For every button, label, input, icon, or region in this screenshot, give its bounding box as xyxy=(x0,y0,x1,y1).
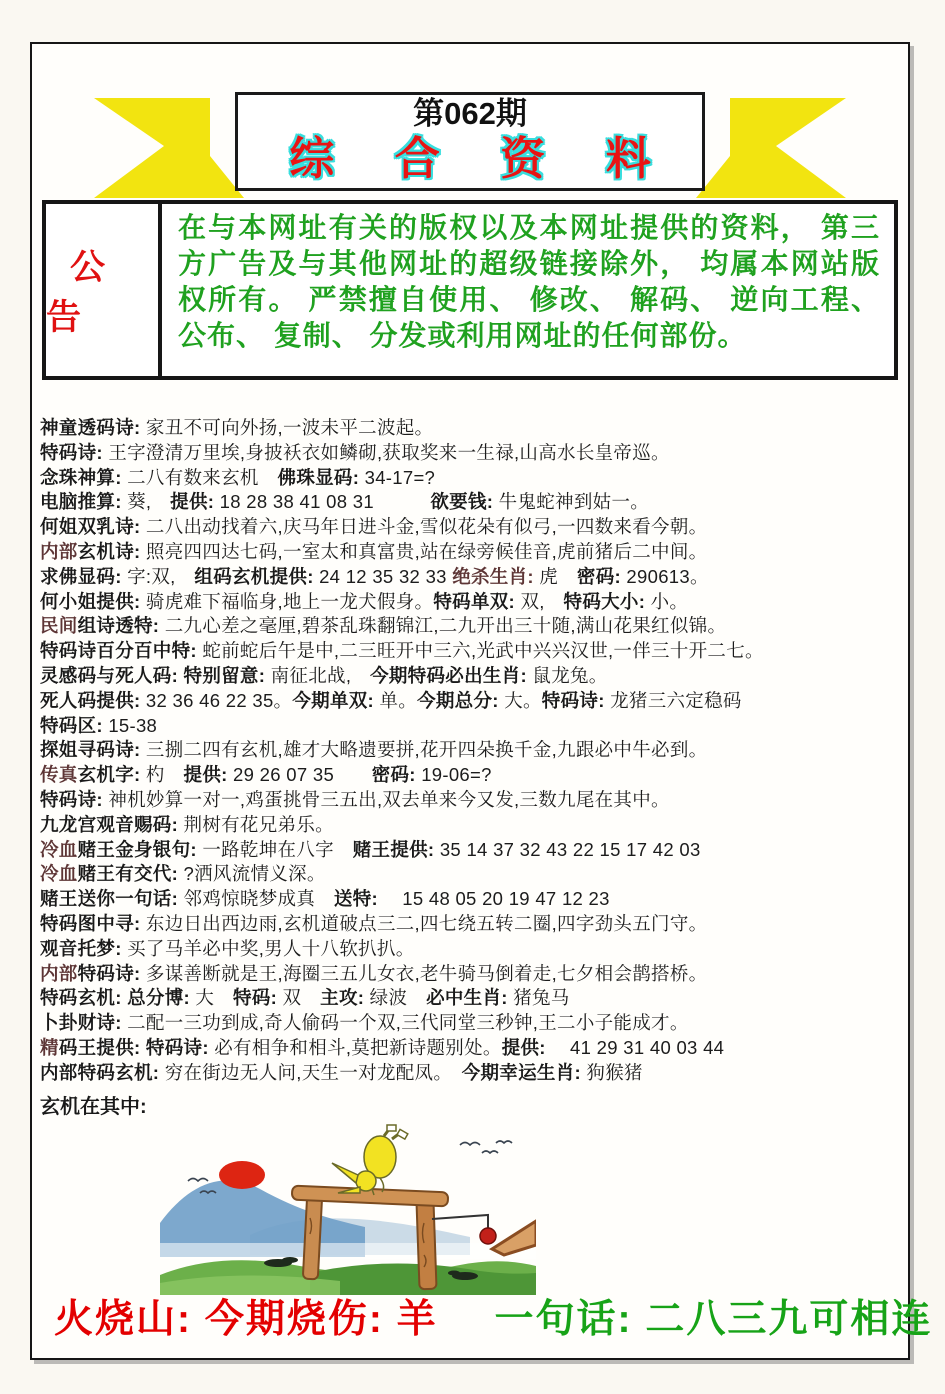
line-label: 组码玄机提供: xyxy=(194,565,320,587)
line-label: 何姐双乳诗: xyxy=(40,516,146,538)
line-text: 必有相争和相斗,莫把新诗题别处。 xyxy=(214,1036,502,1058)
line-text: 单。 xyxy=(379,689,418,711)
line-text: 双 xyxy=(282,987,321,1009)
line-text: 猪兔马 xyxy=(513,987,570,1009)
line-label: 特码: xyxy=(233,987,283,1009)
body-line xyxy=(40,763,904,788)
body-line xyxy=(40,912,904,937)
line-label: 今期总分: xyxy=(417,689,505,711)
line-label: 特码诗: xyxy=(145,1036,215,1058)
line-label: 卜卦财诗: xyxy=(40,1012,128,1034)
body-line xyxy=(40,441,904,466)
ribbon-right-icon xyxy=(696,98,846,200)
line-text: 41 29 31 40 03 44 xyxy=(551,1036,725,1058)
line-text: 二配一三功到成,奇人偷码一个双,三代同堂三秒钟,王二小子能成才。 xyxy=(127,1012,689,1034)
line-label: 提供: xyxy=(501,1036,552,1058)
line-text: 一路乾坤在八字 xyxy=(202,838,353,860)
line-text: 邻鸡惊晓梦成真 xyxy=(183,888,334,910)
line-text: 二八出动找着六,庆马年日进斗金,雪似花朵有似弓,一四数来看今朝。 xyxy=(145,516,708,538)
body-line xyxy=(40,565,904,590)
page-title: 综 合 资 料 xyxy=(289,133,675,184)
line-label: 传真 xyxy=(40,764,78,786)
line-label: 赌王送你一句话: xyxy=(40,888,184,910)
cartoon-mist xyxy=(160,1243,536,1259)
body-line xyxy=(40,515,904,540)
page-frame xyxy=(30,42,933,1360)
line-label: 绝杀生肖: xyxy=(452,565,540,587)
line-text: 二八有数来玄机 xyxy=(127,466,278,488)
line-text: 290613。 xyxy=(626,565,709,587)
line-label: 探姐寻码诗: xyxy=(40,739,146,761)
body-line xyxy=(40,1011,904,1036)
line-label: 内部 xyxy=(40,540,78,562)
line-text: 照亮四四达七码,一室太和真富贵,站在绿旁候佳音,虎前猪后二中间。 xyxy=(145,540,708,562)
body-line xyxy=(40,788,904,813)
line-label: 送特: xyxy=(333,888,384,910)
issue-title: 第062期 xyxy=(413,96,527,131)
line-label: 电脑推算: xyxy=(40,491,128,513)
line-label: 何小姐提供: xyxy=(40,590,146,612)
line-text: 34-17=? xyxy=(364,466,436,488)
body-line xyxy=(40,986,904,1011)
line-text: 35 14 37 32 43 22 15 17 42 03 xyxy=(439,838,701,860)
body-line xyxy=(40,738,904,763)
line-label: 特码区: xyxy=(40,714,109,736)
line-text: 南征北战, xyxy=(270,664,371,686)
line-text: 荆树有花兄弟乐。 xyxy=(183,813,334,835)
line-label: 密码: xyxy=(576,565,627,587)
line-text: 神机妙算一对一,鸡蛋挑骨三五出,双去单来今又发,三数九尾在其中。 xyxy=(108,788,670,810)
line-text: 买了马羊必中奖,男人十八软扒扒。 xyxy=(127,937,415,959)
body-line xyxy=(40,466,904,491)
line-label: 赌王金身银句: xyxy=(77,838,203,860)
line-label: 特码诗: xyxy=(40,441,109,463)
line-text: 多谋善断就是王,海圈三五儿女衣,老牛骑马倒着走,七夕相会鹊搭桥。 xyxy=(145,962,708,984)
notice-label: 公 告 xyxy=(46,204,162,376)
line-text: 双, xyxy=(520,590,564,612)
footer-phrase-text: 一句话: 二八三九可相连 xyxy=(494,1298,933,1341)
line-text: 杓 xyxy=(145,764,184,786)
body-line xyxy=(40,714,904,739)
line-label: 特码图中寻: xyxy=(40,912,146,934)
line-label: 九龙宫观音赐码: xyxy=(40,813,184,835)
line-text: 虎 xyxy=(539,565,577,587)
body-line xyxy=(40,664,904,689)
body-lines xyxy=(32,380,908,1086)
body-line xyxy=(40,813,904,838)
line-text: 字:双, xyxy=(127,565,195,587)
line-label: 念珠神算: xyxy=(40,466,128,488)
body-line xyxy=(40,962,904,987)
line-label: 赌王有交代: xyxy=(77,863,184,885)
line-text: 三捌二四有玄机,雄才大略遗要拼,花开四朵换千金,九跟必中牛必到。 xyxy=(145,739,708,761)
body-line xyxy=(40,416,904,441)
line-text: 东边日出西边雨,玄机道破点三二,四七绕五转二圈,四字劲头五门守。 xyxy=(145,912,708,934)
line-text: 15 48 05 20 19 47 12 23 xyxy=(383,888,610,910)
line-text: 家丑不可向外扬,一波未平二波起。 xyxy=(145,417,434,438)
line-label: 玄机字: xyxy=(77,764,146,786)
body-line xyxy=(40,937,904,962)
body-line xyxy=(40,862,904,887)
line-label: 佛珠显码: xyxy=(277,466,365,488)
line-label: 灵感码与死人码: xyxy=(40,664,184,686)
line-label: 精 xyxy=(40,1036,59,1058)
body-line xyxy=(40,887,904,912)
body-line xyxy=(40,590,904,615)
line-text: 骑虎难下福临身,地上一龙犬假身。 xyxy=(145,590,434,612)
body-line xyxy=(40,689,904,714)
cartoon-rabbit xyxy=(332,1125,408,1195)
title-box xyxy=(235,92,705,191)
line-label: 特码诗: xyxy=(40,788,109,810)
line-text: 29 26 07 35 xyxy=(233,764,372,786)
line-text: 王字澄清万里埃,身披袄衣如鳞砌,获取奖来一生禄,山高水长皇帝巡。 xyxy=(108,441,670,463)
line-label: 特码单双: xyxy=(433,590,521,612)
line-text: 蛇前蛇后午是中,二三旺开中三六,光武中兴兴汉世,一伴三十开二七。 xyxy=(202,640,764,662)
line-label: 欲要钱: xyxy=(430,491,499,513)
line-label: 民间 xyxy=(40,615,78,637)
line-label: 内部 xyxy=(40,962,78,984)
line-label: 观音托梦: xyxy=(40,937,128,959)
line-label: 特码诗: xyxy=(77,962,146,984)
line-text: 大 xyxy=(195,987,234,1009)
line-label: 提供: xyxy=(183,764,234,786)
body-line xyxy=(40,639,904,664)
line-label: 特码大小: xyxy=(563,590,651,612)
line-label: 特码诗百分百中特: xyxy=(40,640,203,662)
line-text: 32 36 46 22 35。 xyxy=(145,689,293,711)
line-text: 牛鬼蛇神到姑一。 xyxy=(498,491,650,513)
body-line xyxy=(40,1061,904,1086)
line-label: 组诗透特: xyxy=(77,615,165,637)
line-text: 穷在街边无人问,天生一对龙配凤。 xyxy=(164,1061,462,1083)
line-label: 特码玄机: xyxy=(40,987,128,1009)
line-text: 狗猴猪 xyxy=(586,1061,643,1083)
line-label: 总分博: xyxy=(127,987,196,1009)
line-label: 冷血 xyxy=(40,838,78,860)
line-label: 密码: xyxy=(371,764,422,786)
line-text: 葵, xyxy=(127,491,171,513)
line-text: 二九心差之毫厘,碧茶乱珠翻锦江,二九开出三十随,满山花果红似锦。 xyxy=(164,615,727,637)
mystery-label: 玄机在其中: xyxy=(40,1095,147,1118)
body-line xyxy=(40,838,904,863)
line-text: 15-38 xyxy=(108,714,158,736)
line-label: 特别留意: xyxy=(183,664,271,686)
line-text: 龙猪三六定稳码 xyxy=(610,689,742,711)
line-label: 必中生肖: xyxy=(426,987,514,1009)
line-label: 今期幸运生肖: xyxy=(461,1061,587,1083)
line-text: 大。 xyxy=(504,689,542,711)
fortune-cartoon xyxy=(160,1123,536,1295)
line-label: 提供: xyxy=(170,491,220,513)
sun-icon xyxy=(219,1161,265,1189)
line-label: 神童透码诗: xyxy=(40,417,146,438)
line-label: 求佛显码: xyxy=(40,565,128,587)
footer xyxy=(32,1288,933,1344)
body-line xyxy=(40,1036,904,1061)
notice-box xyxy=(42,200,898,380)
line-label: 死人码提供: xyxy=(40,689,146,711)
line-label: 今期特码必出生肖: xyxy=(370,664,533,686)
line-text: 鼠龙兔。 xyxy=(532,664,608,686)
line-text: 18 28 38 41 08 31 xyxy=(219,491,431,513)
line-text: ?洒风流情义深。 xyxy=(183,863,326,885)
line-label: 码王提供: xyxy=(58,1036,146,1058)
ribbon-left-icon xyxy=(94,98,244,200)
line-text: 19-06=? xyxy=(421,764,492,786)
footer-burn-text: 火烧山: 今期烧伤: 羊 xyxy=(54,1298,438,1341)
line-label: 赌王提供: xyxy=(352,838,440,860)
line-text: 小。 xyxy=(650,590,689,612)
line-text: 绿波 xyxy=(369,987,427,1009)
body-line xyxy=(40,490,904,515)
line-label: 特码诗: xyxy=(541,689,611,711)
body-line xyxy=(40,614,904,639)
body-line xyxy=(40,540,904,565)
line-label: 内部特码玄机: xyxy=(40,1061,165,1083)
line-label: 玄机诗: xyxy=(77,540,146,562)
line-label: 主攻: xyxy=(320,987,370,1009)
line-label: 今期单双: xyxy=(292,689,380,711)
line-text: 24 12 35 32 33 xyxy=(319,565,453,587)
line-label: 冷血 xyxy=(40,863,78,885)
notice-text: 在与本网址有关的版权以及本网址提供的资料， 第三方广告及与其他网址的超级链接除外， 均属本网站版权所有。 严禁擅自使用、 修改、 解码、 逆向工程、 公布、 复制、 分发或利用网址的任何部份。 xyxy=(178,212,880,351)
header xyxy=(32,44,908,196)
